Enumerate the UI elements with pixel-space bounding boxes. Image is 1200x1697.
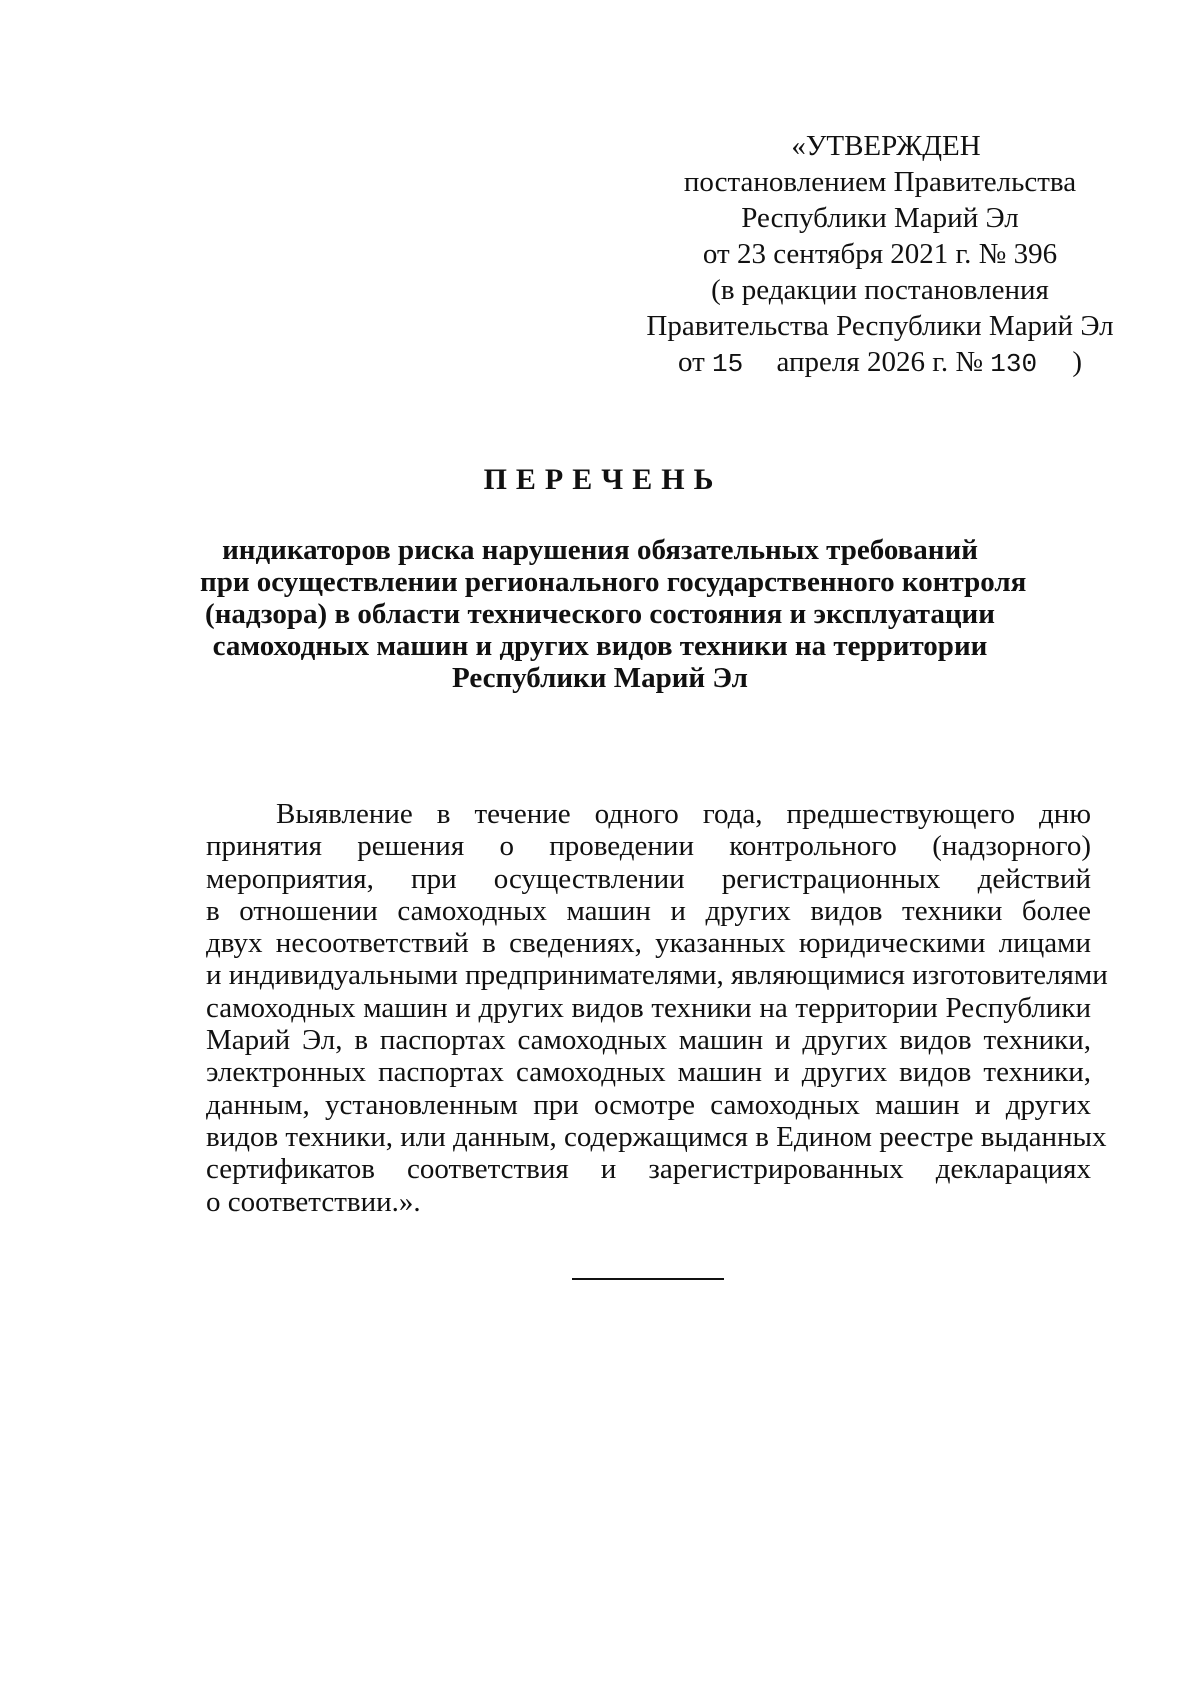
body-line: Марий Эл, в паспортах самоходных машин и других видов техники,	[206, 1024, 1091, 1057]
subtitle-line: при осуществлении регионального государственного контроля	[200, 566, 1027, 598]
body-line: данным, установленным при осмотре самоходных машин и других	[206, 1088, 1091, 1121]
end-separator-line	[572, 1278, 724, 1280]
document-title: ПЕРЕЧЕНЬ	[483, 463, 723, 496]
approval-line: Республики Марий Эл	[741, 202, 1019, 234]
body-line: электронных паспортах самоходных машин и других видов техники,	[206, 1056, 1091, 1089]
body-line: о соответствии.».	[206, 1185, 421, 1218]
approval-line: Правительства Республики Марий Эл	[646, 310, 1114, 342]
approval-amendment-date	[560, 344, 1200, 382]
body-line: самоходных машин и других видов техники на территории Республики	[206, 991, 1091, 1024]
amendment-month-year: апреля 2026 г. №	[776, 346, 983, 378]
body-line: сертификатов соответствия и зарегистрированных декларациях	[206, 1153, 1091, 1186]
body-line: и индивидуальными предпринимателями, являющимися изготовителями	[206, 959, 1108, 992]
approval-heading: «УТВЕРЖДЕН	[791, 130, 981, 162]
subtitle-line: индикаторов риска нарушения обязательных требований	[222, 534, 978, 566]
amendment-number: 130	[990, 349, 1038, 379]
subtitle-line: Республики Марий Эл	[452, 662, 748, 694]
body-line: мероприятия, при осуществлении регистрационных действий	[206, 862, 1091, 895]
body-line: двух несоответствий в сведениях, указанных юридическими лицами	[206, 927, 1091, 960]
approval-line: постановлением Правительства	[683, 166, 1077, 198]
body-line: видов техники, или данным, содержащимся в Едином реестре выданных	[206, 1120, 1107, 1153]
amendment-day: 15	[712, 349, 744, 379]
subtitle-line: (надзора) в области технического состояния и эксплуатации	[205, 598, 995, 630]
approval-resolution-date: от 23 сентября 2021 г. № 396	[702, 238, 1058, 270]
body-line: Выявление в течение одного года, предшествующего дню	[276, 798, 1091, 830]
document-subtitle	[200, 534, 1027, 694]
approval-line: (в редакции постановления	[711, 274, 1049, 306]
body-line: принятия решения о проведении контрольного (надзорного)	[206, 830, 1091, 863]
body-paragraph	[206, 798, 1108, 1218]
amendment-prefix: от	[678, 346, 705, 378]
approval-stamp	[560, 128, 1200, 382]
body-line: в отношении самоходных машин и других видов техники более	[206, 894, 1091, 927]
amendment-closing-paren: )	[1072, 346, 1082, 378]
subtitle-line: самоходных машин и других видов техники на территории	[212, 630, 988, 662]
